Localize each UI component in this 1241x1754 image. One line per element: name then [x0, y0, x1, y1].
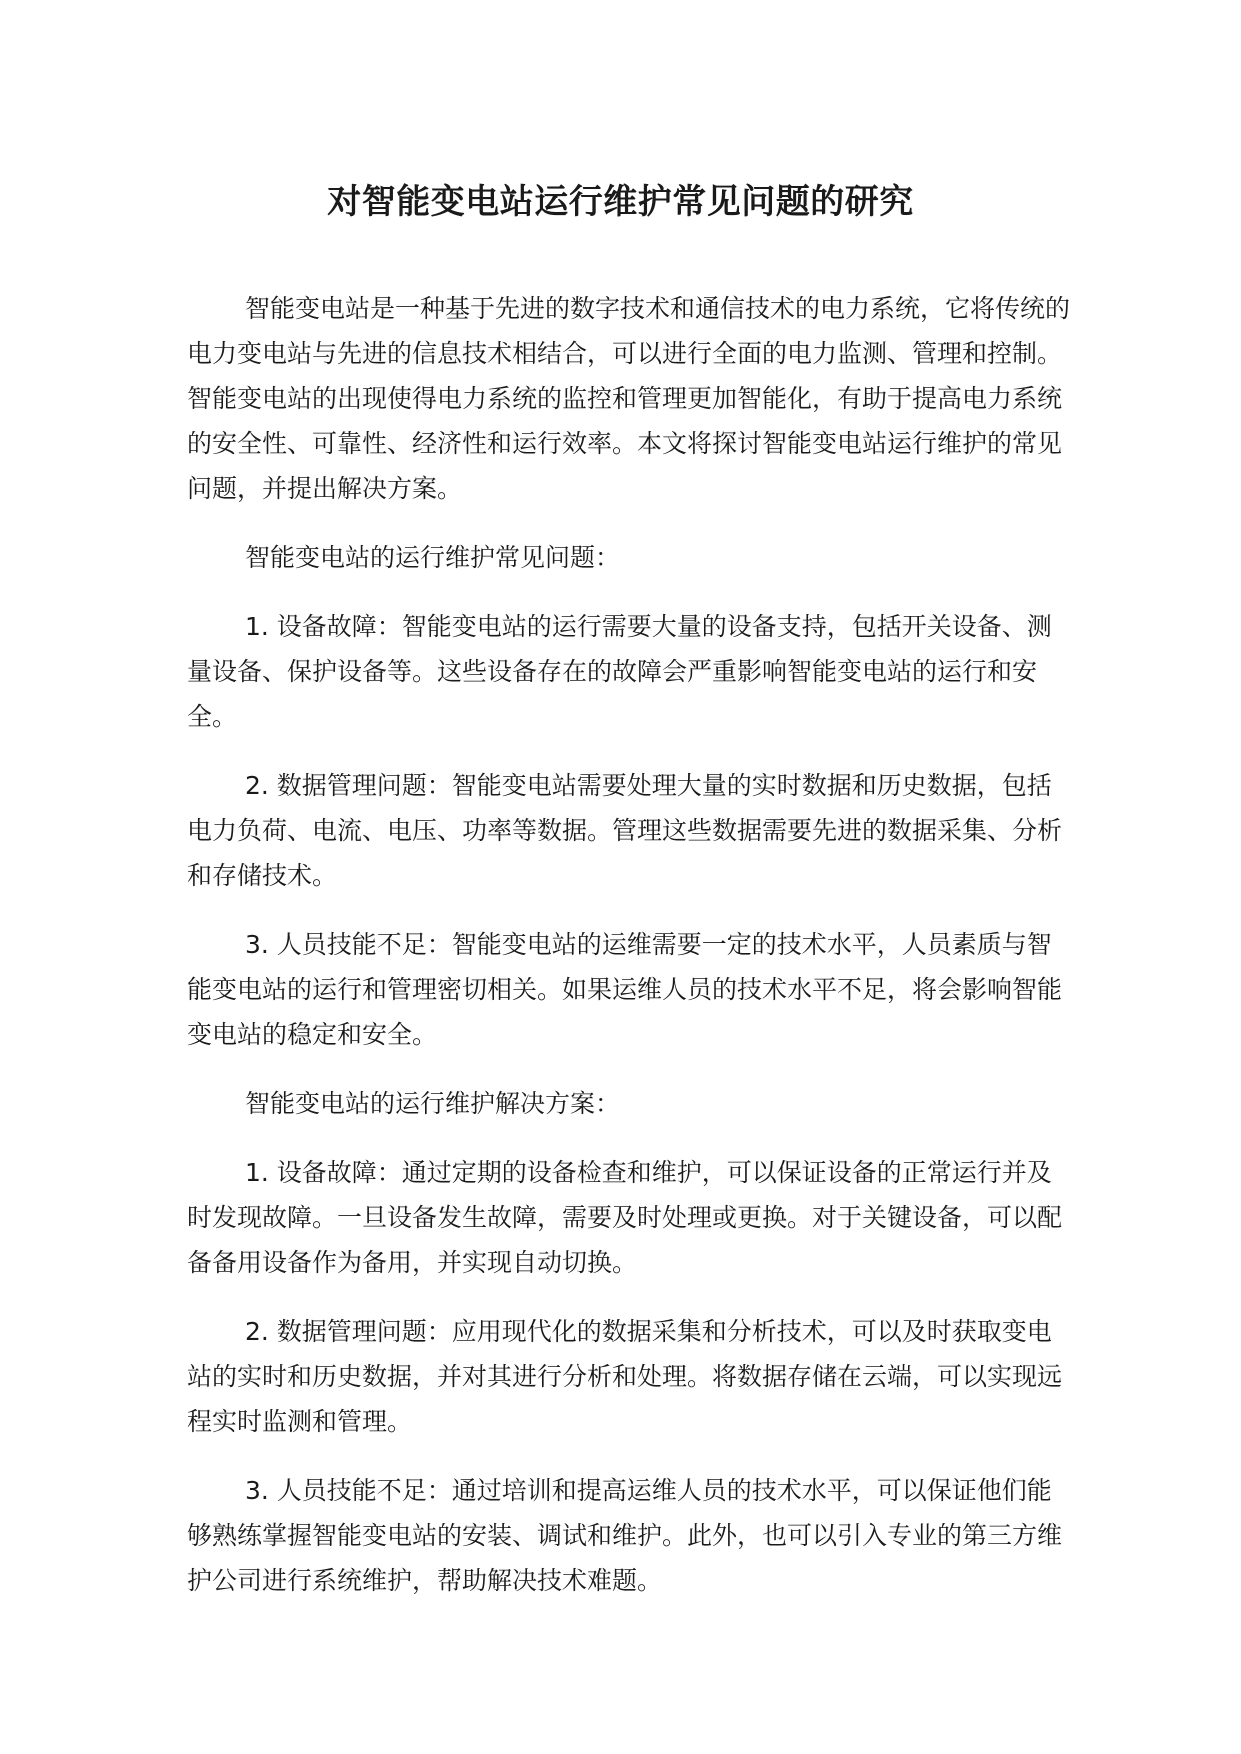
paragraph-problem-3: 3. 人员技能不足：智能变电站的运维需要一定的技术水平，人员素质与智能变电站的运行和管理密切相关。如果运维人员的技术水平不足，将会影响智能变电站的稳定和安全。 — [187, 930, 1063, 1049]
paragraph-intro: 智能变电站是一种基于先进的数字技术和通信技术的电力系统，它将传统的电力变电站与先进的信息技术相结合，可以进行全面的电力监测、管理和控制。智能变电站的出现使得电力系统的监控和管理更加智能化，有助于提高电力系统的安全性、可靠性、经济性和运行效率。本文将探讨智能变电站运行维护的常见问题，并提出解决方案。 — [187, 294, 1071, 503]
paragraph-solutions-heading: 智能变电站的运行维护解决方案： — [245, 1089, 621, 1118]
paragraph-problems-heading: 智能变电站的运行维护常见问题： — [245, 543, 621, 572]
paragraph-solution-2: 2. 数据管理问题：应用现代化的数据采集和分析技术，可以及时获取变电站的实时和历史数据，并对其进行分析和处理。将数据存储在云端，可以实现远程实时监测和管理。 — [187, 1317, 1063, 1436]
document-title: 对智能变电站运行维护常见问题的研究 — [327, 182, 914, 222]
document-body — [187, 286, 1075, 1627]
paragraph-problem-2: 2. 数据管理问题：智能变电站需要处理大量的实时数据和历史数据，包括电力负荷、电流、电压、功率等数据。管理这些数据需要先进的数据采集、分析和存储技术。 — [187, 771, 1063, 890]
paragraph-problem-1: 1. 设备故障：智能变电站的运行需要大量的设备支持，包括开关设备、测量设备、保护设备等。这些设备存在的故障会严重影响智能变电站的运行和安全。 — [187, 612, 1052, 731]
paragraph-solution-3: 3. 人员技能不足：通过培训和提高运维人员的技术水平，可以保证他们能够熟练掌握智能变电站的安装、调试和维护。此外，也可以引入专业的第三方维护公司进行系统维护，帮助解决技术难题。 — [187, 1476, 1063, 1595]
paragraph-solution-1: 1. 设备故障：通过定期的设备检查和维护，可以保证设备的正常运行并及时发现故障。一旦设备发生故障，需要及时处理或更换。对于关键设备，可以配备备用设备作为备用，并实现自动切换。 — [187, 1158, 1063, 1277]
